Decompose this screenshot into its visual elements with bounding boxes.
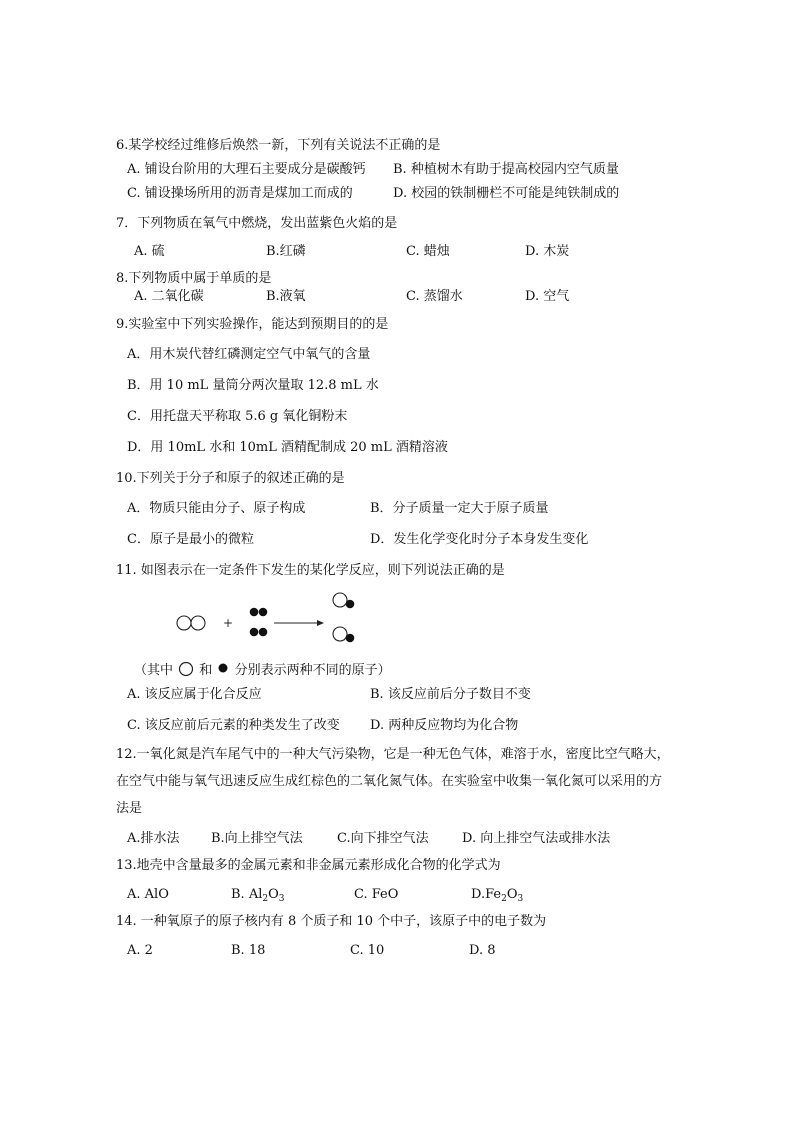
q9-option-b[interactable]: B．用 10 mL 量筒分两次量取 12.8 mL 水 <box>127 378 379 393</box>
q13-b-sub-2: 3 <box>278 894 285 904</box>
q6-option-d[interactable]: D. 校园的铁制栅栏不可能是纯铁制成的 <box>393 186 620 201</box>
q12-option-a[interactable]: A.排水法 <box>127 831 180 846</box>
q10-option-a[interactable]: A．物质只能由分子、原子构成 <box>127 501 306 516</box>
legend-and: 和 <box>199 663 213 678</box>
question-11-stem: 11. 如图表示在一定条件下发生的某化学反应，则下列说法正确的是 <box>116 563 505 578</box>
product-molecule-bottom <box>333 627 354 642</box>
q13-b-sub-1: 2 <box>262 894 269 904</box>
q9-option-a[interactable]: A．用木炭代替红磷测定空气中氧气的含量 <box>127 347 371 362</box>
q13-b-formula-text: B. Al <box>231 887 263 902</box>
reactant-molecule-white <box>177 616 205 630</box>
question-7-stem: 7．下列物质在氧气中燃烧，发出蓝紫色火焰的是 <box>116 216 398 231</box>
question-9-stem: 9.实验室中下列实验操作，能达到预期目的的是 <box>116 317 389 332</box>
reactant-molecules-black <box>250 608 268 637</box>
q14-option-b[interactable]: B. 18 <box>231 943 266 958</box>
q6-option-b[interactable]: B. 种植树木有助于提高校园内空气质量 <box>393 162 619 177</box>
q14-option-a[interactable]: A. 2 <box>127 943 153 958</box>
plus-sign: + <box>223 616 234 630</box>
q11-option-b[interactable]: B. 该反应前后分子数目不变 <box>370 687 531 702</box>
q12-option-d[interactable]: D. 向上排空气法或排水法 <box>462 831 611 846</box>
q11-option-c[interactable]: C. 该反应前后元素的种类发生了改变 <box>127 718 340 733</box>
q13-option-a[interactable]: A. AlO <box>127 887 169 902</box>
q8-option-a[interactable]: A. 二氧化碳 <box>134 289 204 304</box>
question-6-stem: 6.某学校经过维修后焕然一新，下列有关说法不正确的是 <box>116 138 441 153</box>
q14-option-d[interactable]: D. 8 <box>469 943 496 958</box>
question-12-stem-line-2: 在空气中能与氧气迅速反应生成红棕色的二氧化氮气体。在实验室中收集一氧化氮可以采用的方 <box>116 774 663 789</box>
q10-option-b[interactable]: B．分子质量一定大于原子质量 <box>370 501 549 516</box>
q9-option-d[interactable]: D．用 10mL 水和 10mL 酒精配制成 20 mL 酒精溶液 <box>127 440 448 455</box>
q7-option-b[interactable]: B.红磷 <box>266 244 306 259</box>
legend-prefix: （其中 <box>134 663 174 678</box>
q13-d-sub-2: 3 <box>517 894 524 904</box>
q14-option-c[interactable]: C. 10 <box>350 943 385 958</box>
question-12-stem-line-1: 12.一氧化氮是汽车尾气中的一种大气污染物，它是一种无色气体，难溶于水，密度比空气略大， <box>116 747 670 762</box>
question-14-stem: 14. 一种氧原子的原子核内有 8 个质子和 10 个中子，该原子中的电子数为 <box>116 914 547 929</box>
white-atom-icon <box>177 661 195 677</box>
q12-option-b[interactable]: B.向上排空气法 <box>211 831 303 846</box>
question-10-stem: 10.下列关于分子和原子的叙述正确的是 <box>116 471 345 486</box>
q7-option-c[interactable]: C. 蜡烛 <box>406 244 450 259</box>
q9-option-c[interactable]: C．用托盘天平称取 5.6 g 氧化铜粉末 <box>127 409 348 424</box>
q13-d-sub-1: 2 <box>501 894 507 904</box>
q7-option-d[interactable]: D. 木炭 <box>525 244 570 259</box>
q6-option-a[interactable]: A. 铺设台阶用的大理石主要成分是碳酸钙 <box>127 162 366 177</box>
q6-option-c[interactable]: C. 铺设操场所用的沥青是煤加工而成的 <box>127 186 353 201</box>
q13-option-b[interactable] <box>231 887 285 903</box>
q13-option-c[interactable]: C. FeO <box>354 887 399 902</box>
q13-option-d[interactable] <box>471 887 523 903</box>
q8-option-b[interactable]: B.液氧 <box>266 289 306 304</box>
q12-option-c[interactable]: C.向下排空气法 <box>337 831 429 846</box>
product-molecule-top <box>333 593 354 608</box>
q8-option-d[interactable]: D. 空气 <box>525 289 570 304</box>
q7-option-a[interactable]: A. 硫 <box>134 244 165 259</box>
q13-d-formula-text: D.Fe <box>471 887 502 902</box>
q11-option-d[interactable]: D. 两种反应物均为化合物 <box>370 718 519 733</box>
question-8-stem: 8.下列物质中属于单质的是 <box>116 271 272 286</box>
diagram-legend <box>134 660 391 679</box>
reaction-diagram <box>172 592 372 652</box>
reaction-arrow <box>274 620 324 626</box>
q10-option-d[interactable]: D．发生化学变化时分子本身发生变化 <box>370 532 589 547</box>
q13-d-formula-o: O <box>506 887 518 902</box>
q10-option-c[interactable]: C．原子是最小的微粒 <box>127 532 254 547</box>
black-atom-icon <box>216 660 230 676</box>
q13-b-formula-o: O <box>268 887 279 902</box>
legend-suffix: 分别表示两种不同的原子） <box>234 663 391 678</box>
q8-option-c[interactable]: C. 蒸馏水 <box>406 289 463 304</box>
question-13-stem: 13.地壳中含量最多的金属元素和非金属元素形成化合物的化学式为 <box>116 858 501 873</box>
question-12-stem-line-3: 法是 <box>116 801 143 816</box>
q11-option-a[interactable]: A. 该反应属于化合反应 <box>127 687 262 702</box>
